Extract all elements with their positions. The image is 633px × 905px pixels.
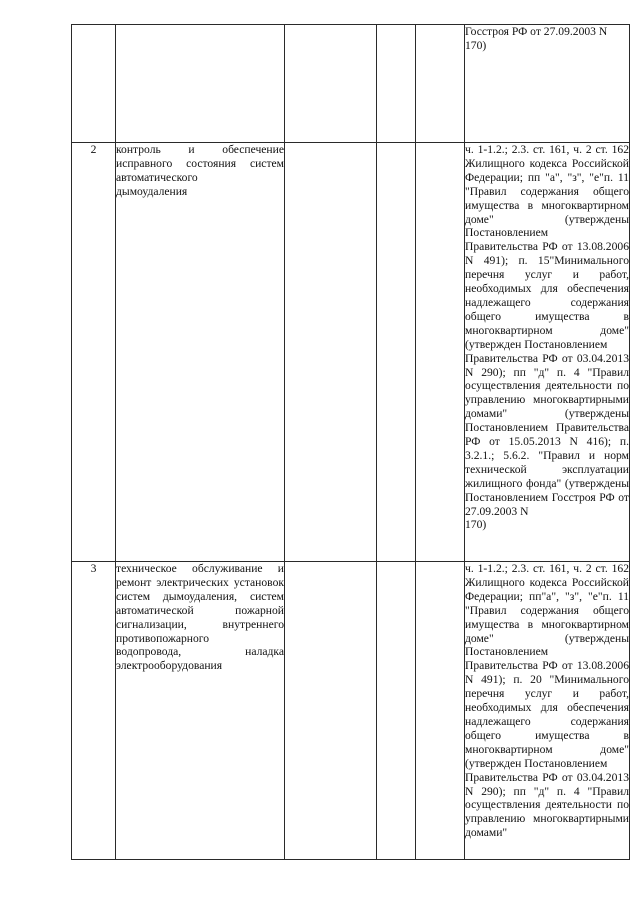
empty-cell	[416, 143, 465, 562]
work-description-cell	[116, 562, 285, 860]
work-description-text: техническое обслуживание и ремонт электрических установок систем дымоудаления, систем автоматической пожарной сигнализации, внутреннего противопожарного водопровода, наладка электрооборудования	[116, 562, 284, 673]
work-description-cell	[116, 25, 285, 143]
row-number-cell: 3	[72, 562, 116, 860]
legal-basis-text: Госстроя РФ от 27.09.2003 N 170)	[465, 25, 608, 52]
work-description-cell	[116, 143, 285, 562]
empty-cell	[377, 562, 416, 860]
row-number-cell: 2	[72, 143, 116, 562]
table-row	[72, 562, 630, 860]
empty-cell	[416, 562, 465, 860]
work-description-text: контроль и обеспечение исправного состояния систем автоматического дымоудаления	[116, 143, 284, 198]
empty-cell	[416, 25, 465, 143]
regulation-table	[71, 24, 630, 860]
legal-basis-text: ч. 1-1.2.; 2.3. ст. 161, ч. 2 ст. 162 Жилищного кодекса Российской Федерации; пп"а", "з", "е"п. 11 "Правил содержания общего имущества в многоквартирном доме" (утверждены Постановлением Правительства РФ от 13.08.2006 N 491); п. 20 "Минимального перечня услуг и работ, необходимых для обеспечения надлежащего содержания общего имущества в многоквартирном доме" (утвержден Постановлением Правительства РФ от 03.04.2013 N 290); пп "д" п. 4 "Правил осуществления деятельности по управлению многоквартирными домами"	[465, 562, 629, 840]
empty-cell	[285, 25, 377, 143]
row-number-cell	[72, 25, 116, 143]
empty-cell	[377, 143, 416, 562]
legal-basis-cell	[465, 25, 630, 143]
legal-basis-text: ч. 1-1.2.; 2.3. ст. 161, ч. 2 ст. 162 Жилищного кодекса Российской Федерации; пп "а", "з", "е"п. 11 "Правил содержания общего имущества в многоквартирном доме" (утверждены Постановлением Правительства РФ от 13.08.2006 N 491); п. 15"Минимального перечня услуг и работ, необходимых для обеспечения надлежащего содержания общего имущества в многоквартирном доме" (утвержден Постановлением Правительства РФ от 03.04.2013 N 290); пп "д" п. 4 "Правил осуществления деятельности по управлению многоквартирными домами" (утверждены Постановлением Правительства РФ от 15.05.2013 N 416); п. 3.2.1.; 5.6.2. "Правил и норм технической эксплуатации жилищного фонда" (утверждены Постановлением Госстроя РФ от 27.09.2003 N 170)	[465, 143, 629, 532]
empty-cell	[285, 143, 377, 562]
empty-cell	[377, 25, 416, 143]
table-row	[72, 143, 630, 562]
legal-basis-cell	[465, 562, 630, 860]
table-row	[72, 25, 630, 143]
empty-cell	[285, 562, 377, 860]
legal-basis-cell	[465, 143, 630, 562]
